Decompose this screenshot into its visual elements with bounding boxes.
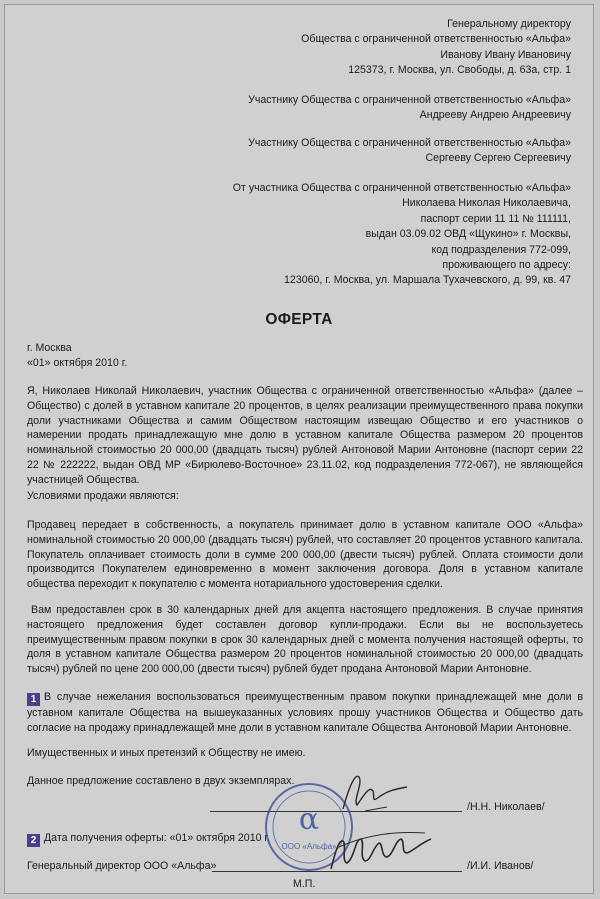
no-claims-paragraph: Имущественных и иных претензий к Обществу не имею. [27,747,306,759]
refusal-paragraph [27,690,583,736]
document-page [4,4,594,894]
sender-line: код подразделения 772-099, [431,243,571,256]
marker-2: 2 [27,834,40,847]
participant1-line: Участнику Общества с ограниченной ответственностью «Альфа» [248,94,571,106]
copies-paragraph: Данное предложение составлено в двух экземплярах. [27,775,295,787]
signature-name-2: /И.И. Иванов/ [467,860,534,872]
signature-name-1: /Н.Н. Николаев/ [467,801,545,813]
sender-line: выдан 03.09.02 ОВД «Щукино» г. Москвы, [365,228,571,241]
addressee-block [301,17,571,79]
participant2-line: Участнику Общества с ограниченной ответственностью «Альфа» [248,137,571,149]
intro-paragraph: Я, Николаев Николай Николаевич, участник Общества с ограниченной ответственностью «Альфа» (далее – Общество) с долей в уставном капитале 20 процентов, в целях реализации преимущественного права покупки доли участниками Общества и самим Обществом настоящим извещаю Общество и его участников о намерении продать принадлежащую мне долю в уставном капитале Общества размером 20 процентов номинальной стоимостью 20 000,00 (двадцать тысяч) рублей Антоновой Марии Антоновне (паспорт серии 22 22 № 222222, выдан ОВД МР «Бирюлево-Восточное» 23.11.02, код подразделения 772-067), не являющейся участницей Общества. [27,385,583,486]
stamp-symbol: α [298,802,320,837]
sender-line: Николаева Николая Николаевича, [402,197,571,210]
term-paragraph: Вам предоставлен срок в 30 календарных дней для акцепта настоящего предложения. В случае принятия настоящего предложения будет составлен договор купли-продажи. Если вы не воспользуетесь преимущественным правом покупки в срок 30 календарных дней с момента получения настоящей оферты, то доля в уставном капитале Общества размером 20 процентов номинальной стоимостью 20 000,00 (двадцать тысяч) рублей по цене 200 000,00 (двести тысяч) рублей будет продана Антоновой Марии Антоновне. [27,604,583,676]
seal-place-label: М.П. [293,878,316,890]
addressee-line: 125373, г. Москва, ул. Свободы, д. 63а, стр. 1 [348,64,571,77]
stamp-text: ООО «Альфа» [281,842,337,851]
sender-line: паспорт серии 11 11 № 111111, [420,212,571,225]
refusal-text: В случае нежелания воспользоваться преимущественным правом покупки принадлежащей мне доли в уставном капитале Общества на вышеуказанных условиях прошу участников Общества и Общество дать согласие на продажу принадлежащей мне доли в уставном капитале Общества Антоновой Марии Антоновне. [27,691,583,734]
city: г. Москва [27,342,72,354]
sender-line: От участника Общества с ограниченной ответственностью «Альфа» [232,182,571,194]
participant2-block [248,136,571,167]
participant2-line: Сергееву Сергею Сергеевичу [425,152,571,165]
sender-block [233,181,571,289]
signature-scribble-2 [325,817,435,877]
participant1-block [248,93,571,124]
receipt-text: Дата получения оферты: «01» октября 2010 г. [44,832,270,844]
addressee-line: Общества с ограниченной ответственностью «Альфа» [301,33,571,46]
marker-1: 1 [27,693,40,706]
addressee-line: Иванову Ивану Ивановичу [440,48,571,61]
conditions-title: Условиями продажи являются: [27,490,179,502]
sender-line: 123060, г. Москва, ул. Маршала Тухачевского, д. 99, кв. 47 [284,274,571,287]
conditions-paragraph: Продавец передает в собственность, а покупатель принимает долю в уставном капитале ООО «Альфа» номинальной стоимостью 20 000,00 (двадцать тысяч) рублей, что составляет 20 процентов уставного капитала. Покупатель оплачивает стоимость доли в сумме 200 000,00 (двести тысяч) рублей. Оплата стоимости доли производится Покупателем единовременно в момент заключения договора. Доля в уставном капитале общества переходит к покупателю с момента нотариального удостоверения сделки. [27,519,583,591]
director-label: Генеральный директор ООО «Альфа» [27,860,217,872]
sender-line: проживающего по адресу: [442,259,571,272]
signature-scribble-1 [335,767,415,817]
participant1-line: Андрееву Андрею Андреевичу [419,109,571,122]
addressee-line: Генеральному директору [447,18,571,30]
document-title: ОФЕРТА [265,311,333,328]
place-date [27,341,583,371]
date: «01» октября 2010 г. [27,357,128,369]
